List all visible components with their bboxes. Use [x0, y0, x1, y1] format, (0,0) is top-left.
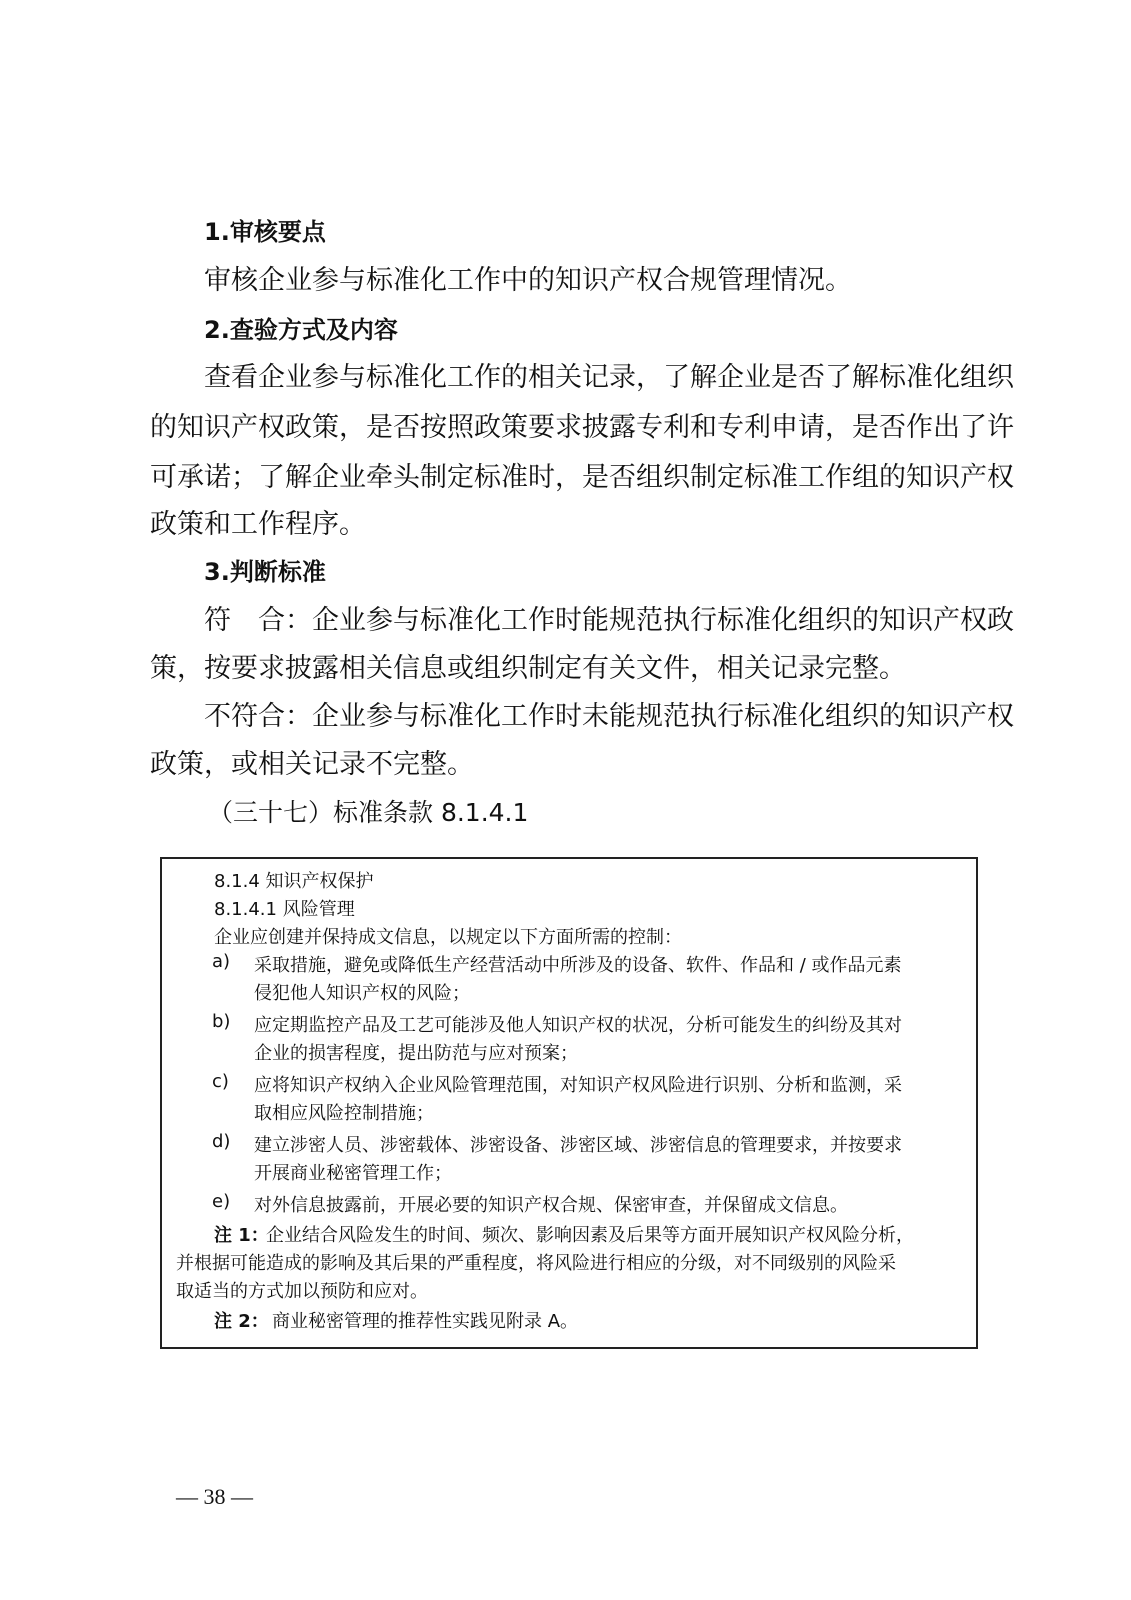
- note-1-label: 注 1：: [214, 1225, 269, 1246]
- list-item-line: 开展商业秘密管理工作；: [254, 1163, 452, 1184]
- item-label: d): [212, 1131, 231, 1152]
- note-1-line: 并根据可能造成的影响及其后果的严重程度，将风险进行相应的分级，对不同级别的风险采: [176, 1253, 896, 1274]
- note-1-line: 企业结合风险发生的时间、频次、影响因素及后果等方面开展知识产权风险分析，: [266, 1225, 914, 1246]
- section-heading-review-points: 1.审核要点: [204, 218, 326, 246]
- clause-box: [160, 857, 978, 1349]
- paragraph-line: 的知识产权政策，是否按照政策要求披露专利和专利申请，是否作出了许: [150, 412, 1014, 443]
- clause-title: （三十七）标准条款 8.1.4.1: [208, 798, 529, 827]
- paragraph-line: 不符合：企业参与标准化工作时未能规范执行标准化组织的知识产权: [204, 701, 1014, 732]
- paragraph-line: 查看企业参与标准化工作的相关记录，了解企业是否了解标准化组织: [204, 362, 1014, 393]
- paragraph-line: 可承诺；了解企业牵头制定标准时，是否组织制定标准工作组的知识产权: [150, 462, 1014, 493]
- page-number: — 38 —: [176, 1484, 253, 1509]
- paragraph-line: 策，按要求披露相关信息或组织制定有关文件，相关记录完整。: [150, 653, 906, 684]
- list-item-line: 企业的损害程度，提出防范与应对预案；: [254, 1043, 578, 1064]
- paragraph-line: 政策，或相关记录不完整。: [150, 749, 474, 780]
- item-label: a): [212, 951, 231, 972]
- paragraph-line: 符 合：企业参与标准化工作时能规范执行标准化组织的知识产权政: [204, 605, 1014, 636]
- list-item-line: 应将知识产权纳入企业风险管理范围，对知识产权风险进行识别、分析和监测，采: [254, 1075, 902, 1096]
- note-1-line: 取适当的方式加以预防和应对。: [176, 1281, 428, 1302]
- list-item-line: 建立涉密人员、涉密载体、涉密设备、涉密区域、涉密信息的管理要求，并按要求: [254, 1135, 902, 1156]
- item-label: e): [212, 1191, 231, 1212]
- note-2-label: 注 2：: [214, 1311, 269, 1332]
- paragraph-line: 政策和工作程序。: [150, 509, 366, 540]
- clause-line-1: 8.1.4 知识产权保护: [214, 871, 374, 892]
- item-label: b): [212, 1011, 231, 1032]
- list-item-line: 侵犯他人知识产权的风险；: [254, 983, 470, 1004]
- note-2-text: 商业秘密管理的推荐性实践见附录 A。: [272, 1311, 579, 1332]
- list-item-line: 取相应风险控制措施；: [254, 1103, 434, 1124]
- list-item-line: 应定期监控产品及工艺可能涉及他人知识产权的状况，分析可能发生的纠纷及其对: [254, 1015, 902, 1036]
- paragraph-review-points: 审核企业参与标准化工作中的知识产权合规管理情况。: [204, 265, 852, 296]
- clause-intro: 企业应创建并保持成文信息，以规定以下方面所需的控制：: [214, 927, 682, 948]
- item-label: c): [212, 1071, 229, 1092]
- list-item-line: 对外信息披露前，开展必要的知识产权合规、保密审查，并保留成文信息。: [254, 1195, 848, 1216]
- section-heading-criteria: 3.判断标准: [204, 558, 326, 586]
- list-item-line: 采取措施，避免或降低生产经营活动中所涉及的设备、软件、作品和 / 或作品元素: [254, 955, 902, 976]
- clause-line-2: 8.1.4.1 风险管理: [214, 899, 355, 920]
- section-heading-inspection: 2.查验方式及内容: [204, 316, 398, 344]
